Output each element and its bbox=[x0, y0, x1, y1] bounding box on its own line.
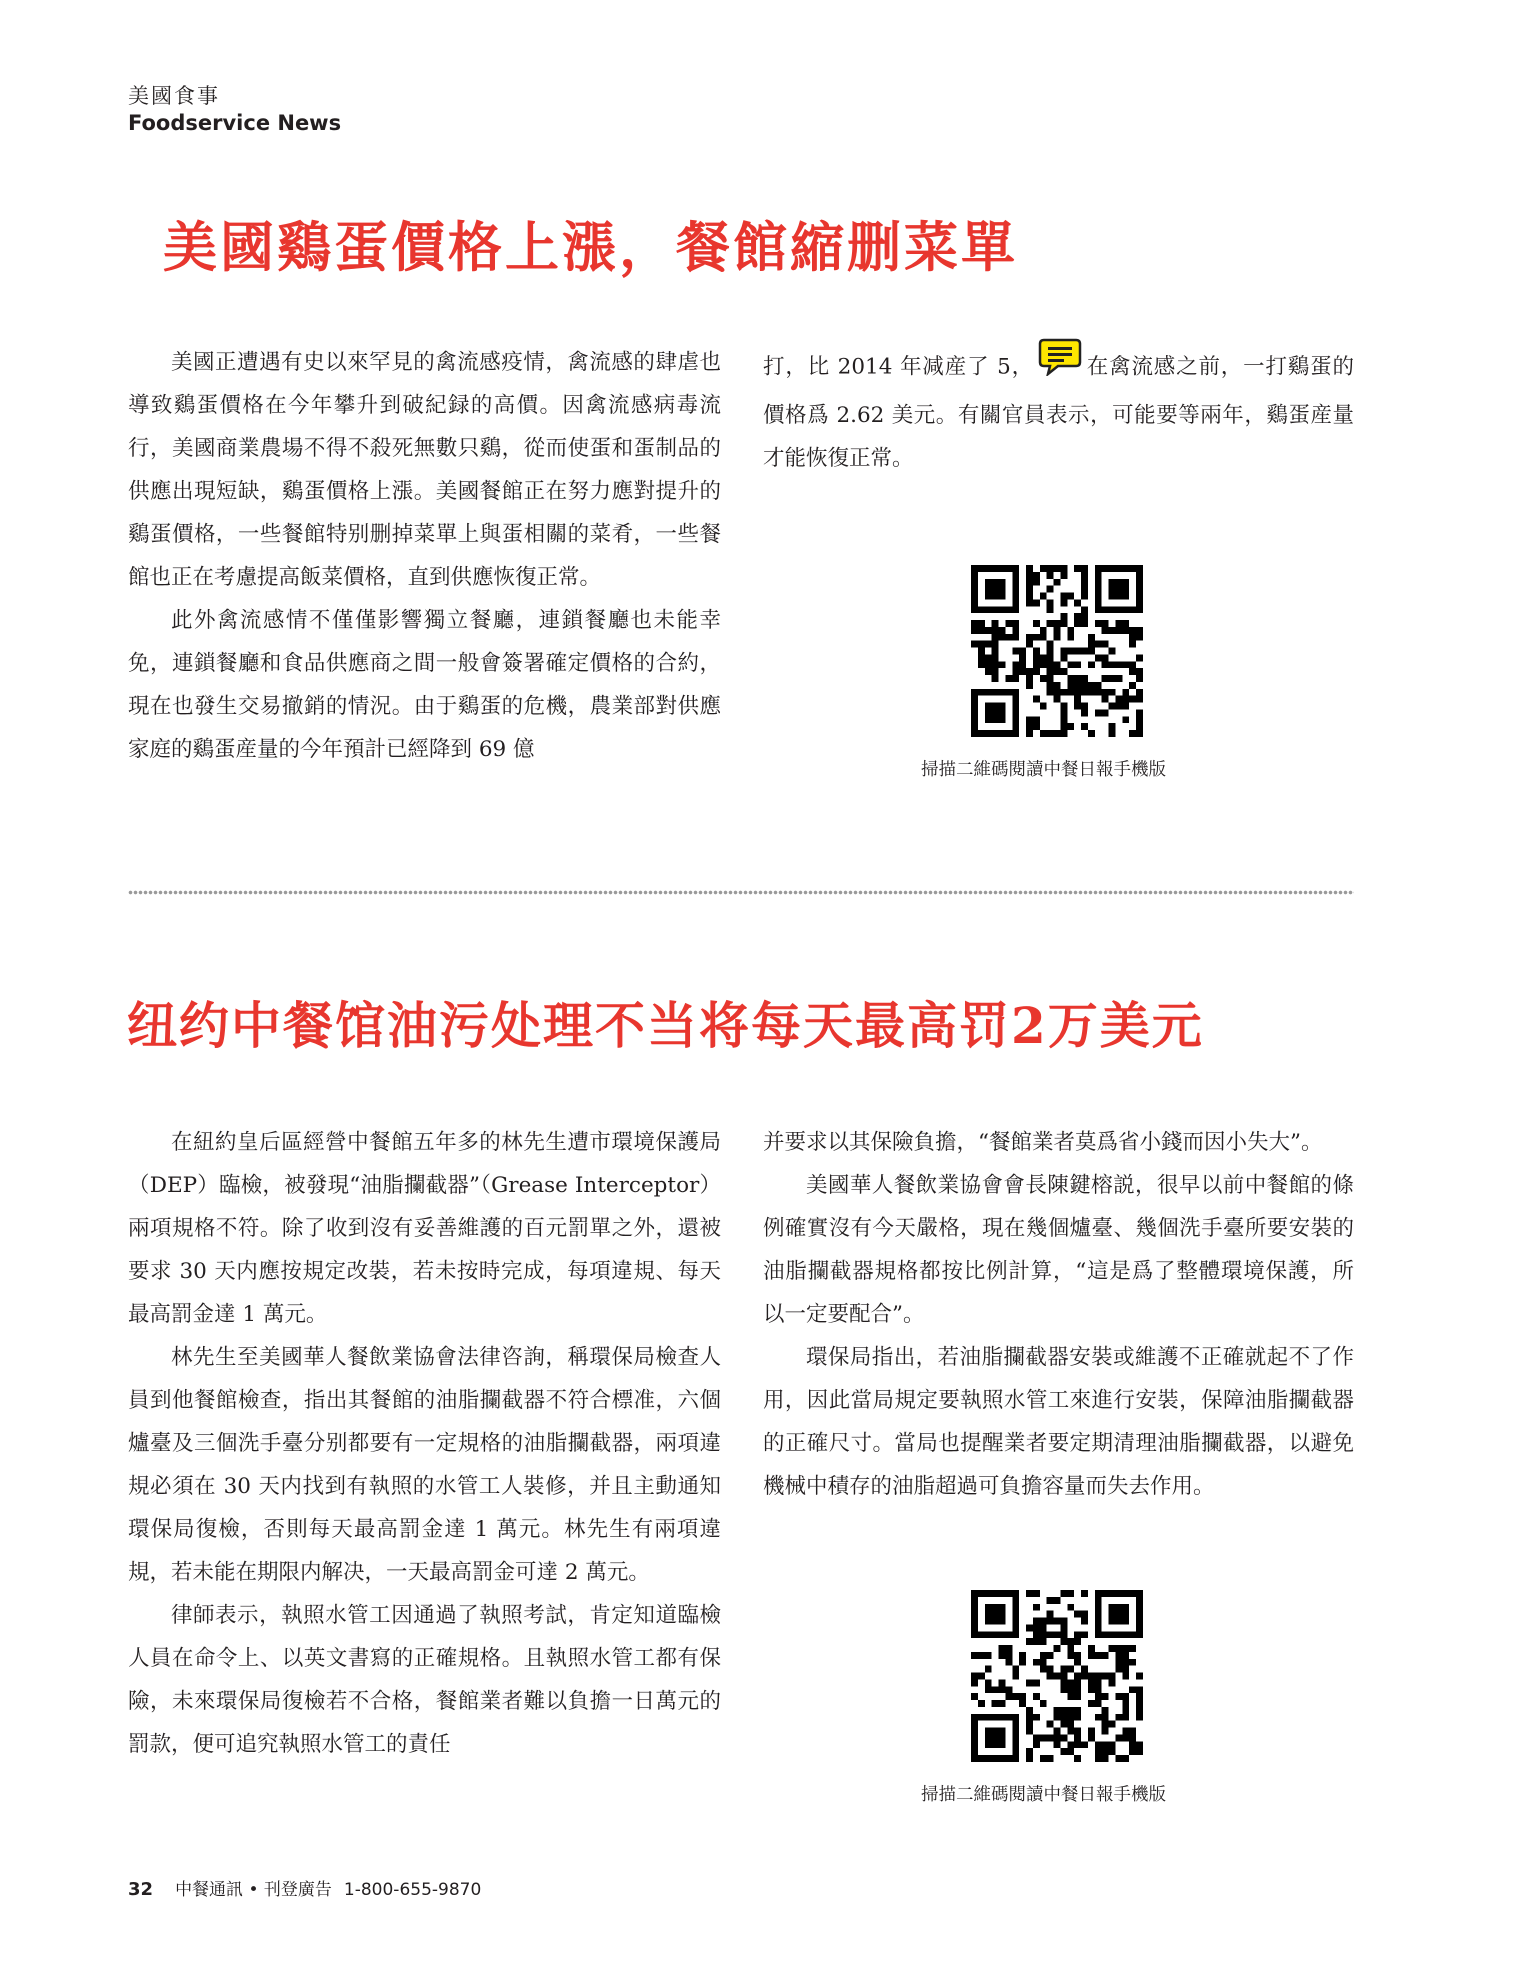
article1-column-left bbox=[128, 341, 721, 771]
article1-paragraph: 美國正遭遇有史以來罕見的禽流感疫情，禽流感的肆虐也導致鷄蛋價格在今年攀升到破紀録的高價。因禽流感病毒流行，美國商業農場不得不殺死無數只鷄，從而使蛋和蛋制品的供應出現短缺，鷄蛋價格上漲。美國餐館正在努力應對提升的鷄蛋價格，一些餐館特别删掉菜單上與蛋相關的菜肴，一些餐館也正在考慮提高飯菜價格，直到供應恢復正常。 bbox=[128, 350, 721, 590]
article1-paragraph bbox=[763, 341, 1354, 480]
qr-caption: 掃描二維碼閱讀中餐日報手機版 bbox=[921, 760, 1166, 780]
article2-paragraph: 美國華人餐飲業協會會長陳鍵榕説，很早以前中餐館的條例確實沒有今天嚴格，現在幾個爐臺、幾個洗手臺所要安裝的油脂攔截器規格都按比例計算，“這是爲了整體環境保護，所以一定要配合”。 bbox=[763, 1173, 1354, 1327]
article1-text-before-icon: 打，比 2014 年减産了 5， bbox=[763, 354, 1034, 380]
article2-paragraph: 律師表示，執照水管工因通過了執照考試，肯定知道臨檢人員在命令上、以英文書寫的正確規格。且執照水管工都有保險，未來環保局復檢若不合格，餐館業者難以負擔一日萬元的罰款，便可追究執照水管工的責任 bbox=[128, 1603, 721, 1757]
qr-caption: 掃描二維碼閱讀中餐日報手機版 bbox=[921, 1785, 1166, 1805]
article1-text-after-icon: 在禽流感之前，一打鷄蛋的價格爲 2.62 美元。有關官員表示，可能要等兩年，鷄蛋産量才能恢復正常。 bbox=[763, 354, 1354, 471]
article2-column-left bbox=[128, 1121, 721, 1766]
article2-paragraph: 環保局指出，若油脂攔截器安裝或維護不正確就起不了作用，因此當局規定要執照水管工來進行安裝，保障油脂攔截器的正確尺寸。當局也提醒業者要定期清理油脂攔截器，以避免機械中積存的油脂超過可負擔容量而失去作用。 bbox=[763, 1345, 1354, 1499]
article2-column-right bbox=[763, 1121, 1354, 1508]
phone-number[interactable]: 1-800-655-9870 bbox=[343, 1880, 482, 1900]
article1-paragraph: 此外禽流感情不僅僅影響獨立餐廳，連鎖餐廳也未能幸免，連鎖餐廳和食品供應商之間一般會簽署確定價格的合約，現在也發生交易撤銷的情況。由于鷄蛋的危機，農業部對供應家庭的鷄蛋産量的今年預計已經降到 69 億 bbox=[128, 608, 721, 762]
article2-paragraph: 林先生至美國華人餐飲業協會法律咨詢，稱環保局檢查人員到他餐館檢查，指出其餐館的油脂攔截器不符合標准，六個爐臺及三個洗手臺分别都要有一定規格的油脂攔截器，兩項違規必須在 30 天内找到有執照的水管工人裝修，并且主動通知環保局復檢，否則每天最高罰金達 1 萬元。林先生有兩項違規，若未能在期限内解决，一天最高罰金可達 2 萬元。 bbox=[128, 1345, 721, 1585]
chat-bubble-icon[interactable] bbox=[1038, 338, 1082, 391]
section-title-english: Foodservice News bbox=[128, 111, 342, 135]
article1-headline: 美國鷄蛋價格上漲，餐館縮删菜單 bbox=[163, 215, 1018, 279]
section-divider bbox=[128, 888, 1354, 897]
qr-code[interactable] bbox=[971, 1590, 1143, 1762]
qr-code-image bbox=[971, 1590, 1143, 1762]
section-title-chinese: 美國食事 bbox=[128, 84, 220, 108]
qr-code-image bbox=[971, 565, 1143, 737]
qr-code[interactable] bbox=[971, 565, 1143, 737]
article2-headline: 纽约中餐馆油污处理不当将每天最高罚2万美元 bbox=[127, 996, 1204, 1055]
publication-name: 中餐通訊 • 刊登廣告 bbox=[175, 1880, 332, 1900]
article2-paragraph: 并要求以其保險負擔，“餐館業者莫爲省小錢而因小失大”。 bbox=[763, 1130, 1323, 1155]
page-number: 32 bbox=[128, 1879, 154, 1900]
article2-paragraph: 在紐約皇后區經營中餐館五年多的林先生遭市環境保護局（DEP）臨檢，被發現“油脂攔截器”（Grease Interceptor）兩項規格不符。除了收到沒有妥善維護的百元罰單之外，還被要求 30 天内應按規定改裝，若未按時完成，每項違規、每天最高罰金達 1 萬元。 bbox=[128, 1130, 721, 1327]
article1-column-right bbox=[763, 341, 1354, 480]
page-footer bbox=[128, 1875, 481, 1900]
